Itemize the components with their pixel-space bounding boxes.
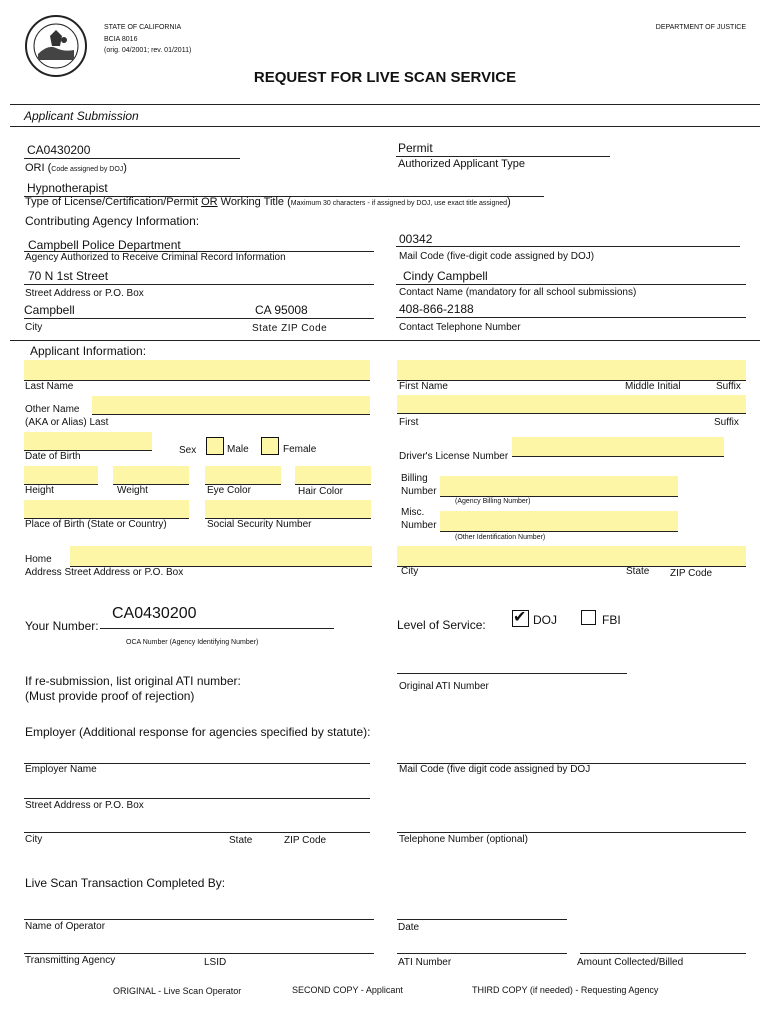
operator-name-label: Name of Operator	[25, 921, 106, 932]
billing-label: Billing	[401, 473, 428, 484]
hair-color-input[interactable]	[295, 466, 371, 484]
fbi-checkbox[interactable]	[581, 610, 596, 625]
home-address-input[interactable]	[70, 546, 372, 566]
agency-field[interactable]: Campbell Police Department	[28, 238, 181, 252]
footer-original: ORIGINAL - Live Scan Operator	[113, 986, 242, 996]
section-heading-contributing-agency: Contributing Agency Information:	[25, 214, 200, 228]
home-city-label: City	[401, 566, 419, 577]
section-heading-applicant-submission: Applicant Submission	[24, 109, 139, 123]
license-label: Type of License/Certification/Permit OR Working Title (Maximum 30 characters - if assigned by DOJ, use exact title assigned)	[25, 196, 511, 208]
footer-third-copy: THIRD COPY (if needed) - Requesting Agency	[472, 985, 659, 995]
home-label: Home	[25, 554, 52, 565]
street-label: Street Address or P.O. Box	[25, 288, 144, 299]
transmitting-agency-label: Transmitting Agency	[25, 955, 116, 966]
original-ati-label: Original ATI Number	[399, 681, 489, 692]
ssn-label: Social Security Number	[207, 519, 312, 530]
doj-label: DOJ	[533, 613, 557, 627]
billing-number-label: Number	[401, 486, 437, 497]
dob-input[interactable]	[24, 432, 152, 450]
mail-code-field[interactable]: 00342	[399, 232, 433, 246]
first-name-label: First Name	[399, 381, 448, 392]
home-zip-label: ZIP Code	[670, 568, 713, 579]
amount-collected-label: Amount Collected/Billed	[577, 957, 684, 968]
misc-number-input[interactable]	[440, 511, 678, 531]
misc-number-label: Number	[401, 520, 437, 531]
other-name-input[interactable]	[92, 396, 370, 414]
state-zip-field[interactable]: CA 95008	[255, 303, 308, 317]
home-state-label: State	[626, 566, 650, 577]
footer-second-copy: SECOND COPY - Applicant	[292, 985, 403, 995]
place-of-birth-label: Place of Birth (State or Country)	[25, 519, 167, 530]
other-suffix-label: Suffix	[714, 417, 739, 428]
drivers-license-input[interactable]	[512, 437, 724, 456]
employer-street-label: Street Address or P.O. Box	[25, 800, 144, 811]
ssn-input[interactable]	[205, 500, 371, 518]
header-department: DEPARTMENT OF JUSTICE	[655, 24, 746, 31]
weight-input[interactable]	[113, 466, 189, 484]
lsid-label: LSID	[204, 957, 227, 968]
home-city-input[interactable]	[397, 546, 746, 566]
section-heading-employer: Employer (Additional response for agencies specified by statute):	[25, 725, 371, 739]
contact-name-label: Contact Name (mandatory for all school submissions)	[399, 287, 637, 298]
your-number-label: Your Number:	[25, 619, 99, 633]
billing-number-input[interactable]	[440, 476, 678, 496]
eye-color-input[interactable]	[205, 466, 281, 484]
contact-phone-field[interactable]: 408-866-2188	[399, 302, 474, 316]
male-checkbox[interactable]	[206, 437, 224, 455]
other-first-input[interactable]	[397, 395, 746, 413]
weight-label: Weight	[117, 485, 148, 496]
sex-label: Sex	[179, 445, 197, 456]
other-first-label: First	[399, 417, 419, 428]
employer-mail-code-label: Mail Code (five digit code assigned by DOJ	[399, 764, 591, 775]
place-of-birth-input[interactable]	[24, 500, 189, 518]
ori-label: ORI (Code assigned by DOJ)	[25, 162, 127, 174]
ori-field[interactable]: CA0430200	[27, 143, 91, 157]
level-of-service-label: Level of Service:	[397, 618, 486, 632]
contact-phone-label: Contact Telephone Number	[399, 322, 521, 333]
city-field[interactable]: Campbell	[24, 303, 75, 317]
other-name-label: Other Name	[25, 404, 80, 415]
agency-billing-number-label: (Agency Billing Number)	[455, 498, 531, 505]
first-name-input[interactable]	[397, 360, 746, 380]
street-field[interactable]: 70 N 1st Street	[28, 269, 109, 283]
state-zip-label: State ZIP Code	[252, 323, 328, 334]
employer-name-label: Employer Name	[25, 764, 97, 775]
state-seal-icon	[24, 14, 88, 78]
employer-zip-label: ZIP Code	[284, 835, 327, 846]
middle-initial-label: Middle Initial	[625, 381, 681, 392]
male-label: Male	[227, 444, 249, 455]
other-id-number-label: (Other Identification Number)	[455, 534, 546, 541]
hair-color-label: Hair Color	[298, 486, 344, 497]
contact-name-field[interactable]: Cindy Campbell	[403, 269, 488, 283]
home-address-label: Address Street Address or P.O. Box	[25, 567, 184, 578]
employer-state-label: State	[229, 835, 253, 846]
doj-check-mark-icon: ✔	[513, 609, 527, 626]
last-name-input[interactable]	[24, 360, 370, 380]
height-input[interactable]	[24, 466, 98, 484]
last-name-label: Last Name	[25, 381, 74, 392]
drivers-license-label: Driver's License Number	[399, 451, 509, 462]
applicant-type-label: Authorized Applicant Type	[398, 158, 525, 170]
mail-code-label: Mail Code (five-digit code assigned by DOJ)	[399, 251, 595, 262]
header-state: STATE OF CALIFORNIA	[104, 24, 182, 31]
dob-label: Date of Birth	[25, 451, 81, 462]
applicant-type-field[interactable]: Permit	[398, 141, 433, 155]
your-number-field[interactable]: CA0430200	[112, 605, 197, 622]
eye-color-label: Eye Color	[207, 485, 251, 496]
female-label: Female	[283, 444, 317, 455]
section-heading-applicant-information: Applicant Information:	[30, 344, 147, 358]
employer-city-label: City	[25, 834, 43, 845]
employer-telephone-label: Telephone Number (optional)	[399, 834, 528, 845]
oca-number-label: OCA Number (Agency Identifying Number)	[126, 639, 259, 646]
license-field[interactable]: Hypnotherapist	[27, 181, 108, 195]
resubmission-line1: If re-submission, list original ATI number:	[25, 674, 241, 688]
female-checkbox[interactable]	[261, 437, 279, 455]
header-form-id: BCIA 8016	[104, 36, 138, 43]
misc-label: Misc.	[401, 507, 425, 518]
resubmission-line2: (Must provide proof of rejection)	[25, 689, 195, 703]
city-label: City	[25, 322, 43, 333]
ati-number-label: ATI Number	[398, 957, 452, 968]
section-heading-live-scan: Live Scan Transaction Completed By:	[25, 876, 226, 890]
agency-label: Agency Authorized to Receive Criminal Record Information	[25, 252, 286, 263]
aka-label: (AKA or Alias) Last	[25, 417, 109, 428]
form-title: REQUEST FOR LIVE SCAN SERVICE	[253, 69, 517, 86]
height-label: Height	[25, 485, 54, 496]
fbi-label: FBI	[602, 613, 621, 627]
header-revision: (orig. 04/2001; rev. 01/2011)	[104, 47, 192, 54]
suffix-label: Suffix	[716, 381, 741, 392]
date-label: Date	[398, 922, 420, 933]
